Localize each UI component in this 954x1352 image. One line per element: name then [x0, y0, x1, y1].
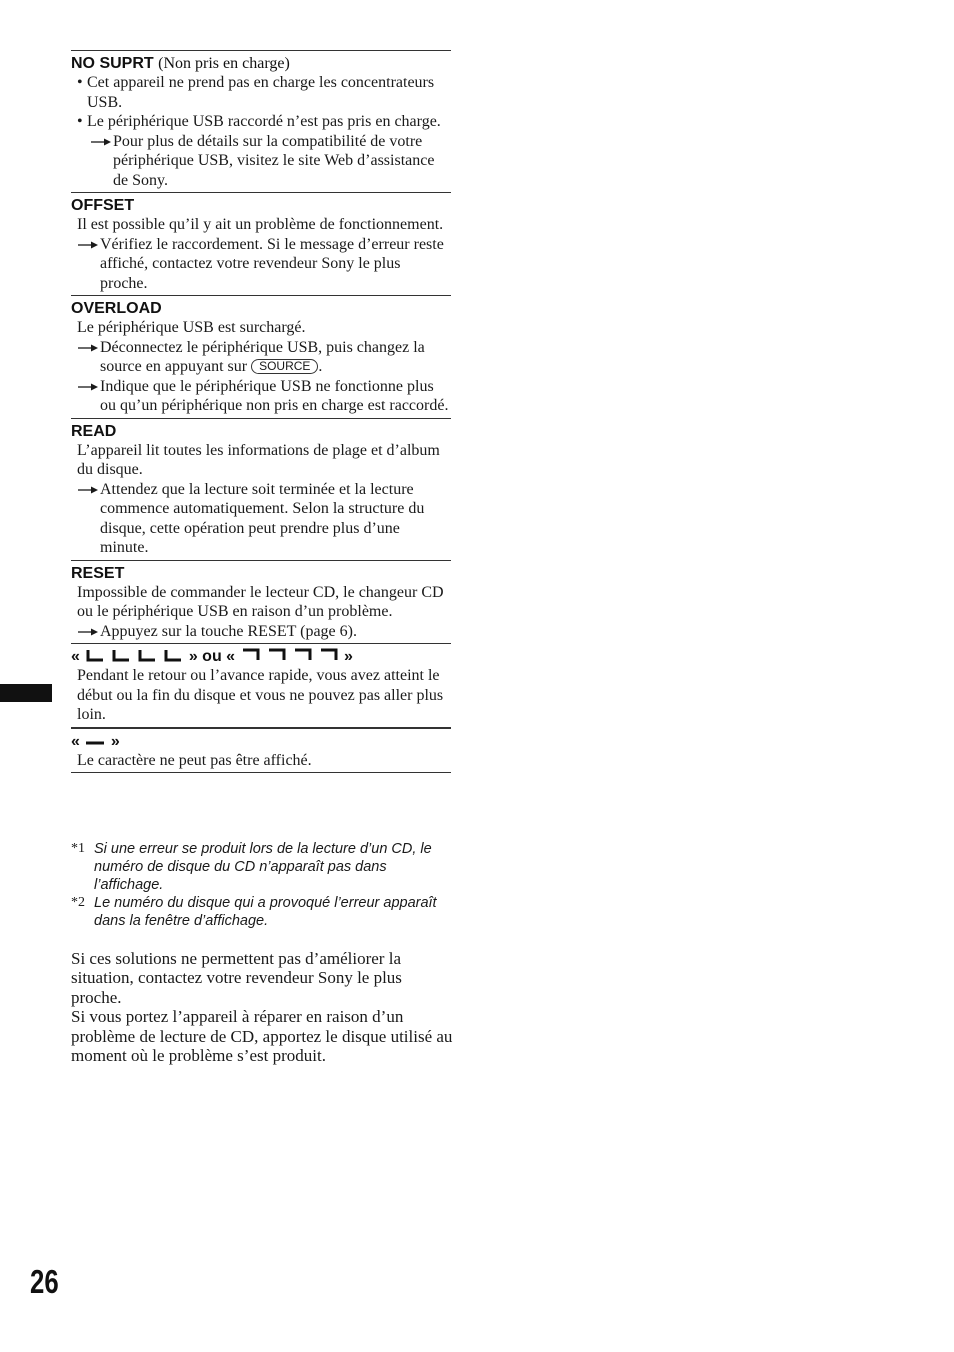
- cause-text: L’appareil lit toutes les informations de plage et d’album du disque.: [77, 441, 440, 478]
- arrow-right-icon: [90, 132, 112, 151]
- source-button-label: SOURCE: [251, 359, 318, 374]
- error-code: READ: [71, 422, 117, 440]
- footnote: [71, 894, 456, 930]
- quote-open: «: [226, 648, 236, 665]
- remedy-item: [71, 132, 451, 191]
- remedy-text: Vérifiez le raccordement. Si le message d’erreur reste affiché, contactez votre revendeur Sony le plus proche.: [100, 235, 444, 292]
- entry-no-suprt: [71, 50, 451, 192]
- quote-open: «: [71, 648, 80, 665]
- remedy-item: [71, 235, 451, 294]
- remedy-text: Déconnectez le périphérique USB, puis changez la source en appuyant sur: [100, 338, 425, 375]
- entry-undisplayable-char: [71, 727, 451, 773]
- arrow-right-icon: [77, 338, 99, 357]
- entry-read: [71, 418, 451, 560]
- closing-paragraph: [71, 949, 456, 1065]
- footnote-text: Si une erreur se produit lors de la lecture d’un CD, le numéro de disque du CD n’apparaît pas dans l’affichage.: [94, 841, 432, 893]
- entry-heading: [71, 54, 451, 73]
- cause-text: Le périphérique USB est surchargé.: [77, 319, 306, 336]
- cause-bullet: • Cet appareil ne prend pas en charge les concentrateurs USB.: [71, 73, 451, 112]
- quote-close: »: [110, 732, 120, 750]
- closing-text: Si vous portez l’appareil à réparer en raison d’un problème de lecture de CD, apportez le disque utilisé au moment où le problème s’est produit.: [71, 1007, 453, 1066]
- quote-open: «: [71, 732, 80, 750]
- remedy-text: Attendez que la lecture soit terminée et la lecture commence automatiquement. Selon la structure du disque, cette opération peut prendre plus d’une minute.: [100, 480, 425, 556]
- entry-disc-limit: [71, 643, 451, 727]
- connector-word: ou: [202, 648, 222, 665]
- remedy-text: Appuyez sur la touche RESET (page 6).: [100, 622, 357, 640]
- entry-heading: [71, 732, 451, 751]
- error-code: NO SUPRT: [71, 55, 154, 72]
- entry-offset: [71, 192, 451, 295]
- footnote: [71, 840, 456, 894]
- quote-close: »: [188, 648, 198, 665]
- footnote-text: Le numéro du disque qui a provoqué l’erreur apparaît dans la fenêtre d’affichage.: [94, 895, 437, 929]
- cause-bullet: • Le périphérique USB raccordé n’est pas pris en charge.: [71, 112, 451, 132]
- disc-start-glyph-icon: [84, 647, 184, 663]
- remedy-text-end: .: [318, 358, 323, 375]
- error-code: RESET: [71, 564, 125, 582]
- error-message-list: [71, 50, 451, 773]
- arrow-right-icon: [77, 377, 99, 396]
- quote-close: »: [343, 648, 353, 665]
- section-thumb-tab: [0, 684, 52, 702]
- remedy-text: Indique que le périphérique USB ne fonctionne plus ou qu’un périphérique non pris en charge est raccordé.: [100, 377, 449, 414]
- error-code-meaning: (Non pris en charge): [158, 55, 290, 72]
- arrow-right-icon: [77, 480, 99, 499]
- arrow-right-icon: [77, 235, 99, 254]
- footnote-marker: *1: [71, 841, 85, 856]
- disc-end-glyph-icon: [240, 647, 340, 663]
- arrow-right-icon: [77, 622, 99, 641]
- undisplayable-char-glyph-icon: [84, 734, 106, 748]
- footnote-marker: *2: [71, 895, 85, 910]
- page-number: 26: [30, 1263, 59, 1300]
- footnotes: [71, 840, 456, 930]
- cause-text: Le caractère ne peut pas être affiché.: [77, 751, 312, 769]
- remedy-text: Pour plus de détails sur la compatibilité de votre périphérique USB, visitez le site Web d’assistance de Sony.: [113, 132, 435, 189]
- closing-text: Si ces solutions ne permettent pas d’améliorer la situation, contactez votre revendeur Sony le plus proche.: [71, 949, 402, 1007]
- remedy-item: [71, 338, 451, 377]
- error-code: OVERLOAD: [71, 300, 162, 317]
- remedy-item: [71, 622, 451, 642]
- cause-text: Pendant le retour ou l’avance rapide, vous avez atteint le début ou la fin du disque et vous ne pouvez pas aller plus loin.: [77, 667, 444, 723]
- entry-overload: [71, 295, 451, 418]
- cause-text: Il est possible qu’il y ait un problème de fonctionnement.: [77, 216, 444, 233]
- remedy-item: [71, 480, 451, 558]
- table-bottom-rule: [71, 772, 451, 773]
- entry-heading: [71, 647, 451, 666]
- remedy-item: [71, 377, 451, 416]
- cause-text: Impossible de commander le lecteur CD, le changeur CD ou le périphérique USB en raison d’un problème.: [77, 583, 444, 620]
- error-code: OFFSET: [71, 197, 135, 214]
- entry-reset: [71, 560, 451, 644]
